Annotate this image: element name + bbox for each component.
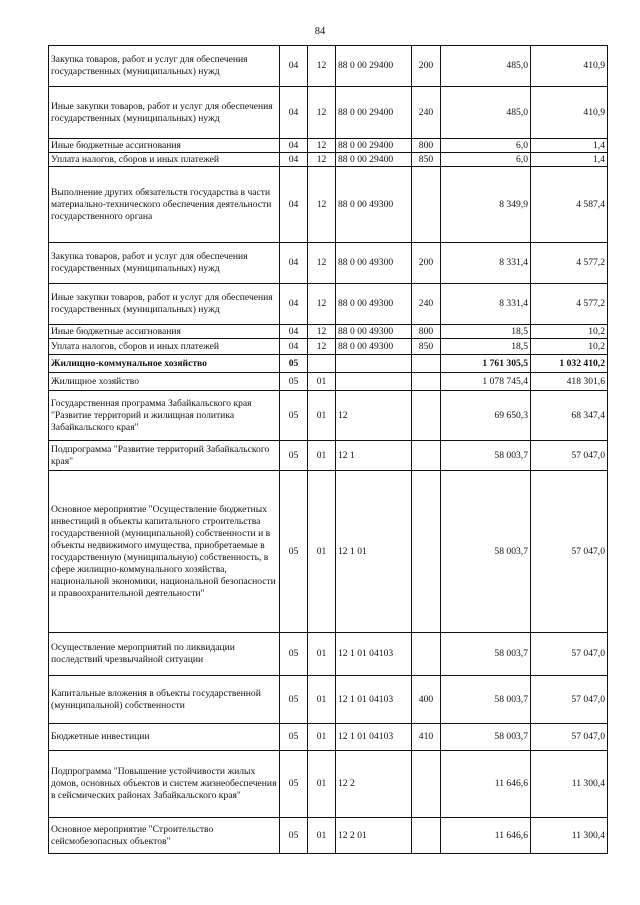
row-subsection: 01 [308,751,336,818]
row-target-article: 12 1 01 04103 [336,676,412,724]
row-section: 05 [280,676,308,724]
table-row [49,167,608,243]
row-value-actual: 4 577,2 [531,243,608,284]
row-value-actual: 11 300,4 [531,818,608,854]
row-expense-type: 410 [412,724,441,751]
row-value-planned: 18,5 [441,339,531,355]
table-row [49,339,608,355]
row-expense-type: 800 [412,139,441,153]
row-value-actual: 410,9 [531,46,608,87]
row-section: 04 [280,167,308,243]
row-target-article: 88 0 00 29400 [336,46,412,87]
row-subsection: 12 [308,325,336,339]
table-row [49,46,608,87]
row-expense-type [412,441,441,471]
row-subsection: 12 [308,243,336,284]
row-target-article: 12 1 01 04103 [336,633,412,676]
table-row [49,355,608,373]
table-row [49,243,608,284]
row-name: Жилищное хозяйство [49,373,280,391]
row-subsection: 01 [308,471,336,633]
row-expense-type: 240 [412,87,441,139]
row-expense-type [412,633,441,676]
row-target-article: 88 0 00 49300 [336,325,412,339]
row-subsection: 12 [308,167,336,243]
row-value-actual: 10,2 [531,339,608,355]
row-section: 04 [280,284,308,325]
table-row [49,633,608,676]
row-name: Жилищно-коммунальное хозяйство [49,355,280,373]
row-subsection: 12 [308,339,336,355]
row-value-actual: 10,2 [531,325,608,339]
table-row [49,471,608,633]
row-target-article: 88 0 00 29400 [336,139,412,153]
row-subsection: 12 [308,46,336,87]
row-subsection [308,355,336,373]
row-section: 05 [280,373,308,391]
row-name: Иные бюджетные ассигнования [49,139,280,153]
row-target-article [336,373,412,391]
row-section: 05 [280,471,308,633]
row-value-planned: 58 003,7 [441,441,531,471]
row-expense-type: 200 [412,243,441,284]
row-target-article: 88 0 00 49300 [336,167,412,243]
row-target-article: 88 0 00 29400 [336,153,412,167]
table-row [49,441,608,471]
row-value-planned: 58 003,7 [441,724,531,751]
row-subsection: 01 [308,441,336,471]
table-row [49,153,608,167]
row-value-planned: 6,0 [441,153,531,167]
row-section: 05 [280,751,308,818]
table-row [49,284,608,325]
row-target-article: 88 0 00 49300 [336,243,412,284]
row-value-actual: 57 047,0 [531,441,608,471]
row-section: 04 [280,243,308,284]
row-subsection: 01 [308,373,336,391]
row-expense-type: 850 [412,339,441,355]
row-subsection: 12 [308,153,336,167]
row-value-actual: 1 032 410,2 [531,355,608,373]
row-value-planned: 18,5 [441,325,531,339]
row-expense-type: 800 [412,325,441,339]
row-expense-type [412,391,441,441]
row-value-planned: 485,0 [441,46,531,87]
row-subsection: 01 [308,676,336,724]
row-name: Уплата налогов, сборов и иных платежей [49,153,280,167]
row-target-article: 12 2 01 [336,818,412,854]
row-expense-type [412,751,441,818]
row-value-planned: 58 003,7 [441,471,531,633]
row-value-planned: 6,0 [441,139,531,153]
row-section: 04 [280,325,308,339]
row-value-planned: 485,0 [441,87,531,139]
row-value-actual: 57 047,0 [531,471,608,633]
row-name: Закупка товаров, работ и услуг для обеспечения государственных (муниципальных) нужд [49,243,280,284]
row-subsection: 01 [308,724,336,751]
row-expense-type [412,355,441,373]
row-name: Осуществление мероприятий по ликвидации последствий чрезвычайной ситуации [49,633,280,676]
row-subsection: 01 [308,818,336,854]
row-value-planned: 1 761 305,5 [441,355,531,373]
row-value-actual: 4 577,2 [531,284,608,325]
row-name: Государственная программа Забайкальского края "Развитие территорий и жилищная политика Забайкальского края" [49,391,280,441]
row-expense-type: 200 [412,46,441,87]
row-value-planned: 69 650,3 [441,391,531,441]
row-value-planned: 8 349,9 [441,167,531,243]
row-section: 04 [280,153,308,167]
row-expense-type: 400 [412,676,441,724]
row-name: Иные бюджетные ассигнования [49,325,280,339]
row-target-article: 88 0 00 49300 [336,284,412,325]
row-section: 04 [280,46,308,87]
row-name: Основное мероприятие "Строительство сейсмобезопасных объектов" [49,818,280,854]
row-subsection: 12 [308,87,336,139]
row-subsection: 01 [308,391,336,441]
table-row [49,87,608,139]
row-target-article: 12 1 01 [336,471,412,633]
row-expense-type [412,818,441,854]
row-name: Основное мероприятие "Осуществление бюджетных инвестиций в объекты капитального строительства государственной (муниципальной) собственности и в объекты недвижимого имущества, приобретаемые в государственную (муниципальную) собственность, в сфере жилищно-коммунального хозяйства, национальной экономики, национальной безопасности и правоохранительной деятельности" [49,471,280,633]
table-row [49,751,608,818]
row-target-article: 12 [336,391,412,441]
row-value-planned: 58 003,7 [441,676,531,724]
row-section: 05 [280,391,308,441]
row-name: Иные закупки товаров, работ и услуг для обеспечения государственных (муниципальных) нужд [49,87,280,139]
row-value-planned: 11 646,6 [441,818,531,854]
row-name: Подпрограмма "Развитие территорий Забайкальского края" [49,441,280,471]
row-value-planned: 58 003,7 [441,633,531,676]
row-subsection: 01 [308,633,336,676]
row-name: Выполнение других обязательств государства в части материально-технического обеспечения деятельности государственного органа [49,167,280,243]
row-section: 04 [280,87,308,139]
table-row [49,139,608,153]
row-name: Подпрограмма "Повышение устойчивости жилых домов, основных объектов и систем жизнеобеспечения в сейсмических районах Забайкальского края" [49,751,280,818]
row-section: 05 [280,818,308,854]
row-name: Иные закупки товаров, работ и услуг для обеспечения государственных (муниципальных) нужд [49,284,280,325]
row-expense-type [412,167,441,243]
row-target-article: 88 0 00 29400 [336,87,412,139]
row-name: Уплата налогов, сборов и иных платежей [49,339,280,355]
table-row [49,818,608,854]
row-value-actual: 11 300,4 [531,751,608,818]
row-value-actual: 57 047,0 [531,724,608,751]
row-section: 04 [280,139,308,153]
row-section: 05 [280,355,308,373]
row-expense-type: 850 [412,153,441,167]
row-target-article [336,355,412,373]
row-subsection: 12 [308,139,336,153]
row-value-actual: 1,4 [531,153,608,167]
row-name: Закупка товаров, работ и услуг для обеспечения государственных (муниципальных) нужд [49,46,280,87]
row-section: 05 [280,724,308,751]
row-value-actual: 57 047,0 [531,633,608,676]
table-row [49,325,608,339]
row-section: 04 [280,339,308,355]
row-value-actual: 68 347,4 [531,391,608,441]
row-value-planned: 1 078 745,4 [441,373,531,391]
row-value-actual: 410,9 [531,87,608,139]
row-value-actual: 57 047,0 [531,676,608,724]
row-expense-type [412,471,441,633]
row-section: 05 [280,441,308,471]
row-value-planned: 8 331,4 [441,284,531,325]
row-target-article: 12 1 [336,441,412,471]
row-name: Бюджетные инвестиции [49,724,280,751]
table-row [49,724,608,751]
row-subsection: 12 [308,284,336,325]
row-value-planned: 11 646,6 [441,751,531,818]
table-row [49,373,608,391]
row-section: 05 [280,633,308,676]
row-expense-type [412,373,441,391]
row-value-actual: 4 587,4 [531,167,608,243]
row-value-planned: 8 331,4 [441,243,531,284]
budget-table [48,45,608,854]
row-expense-type: 240 [412,284,441,325]
table-row [49,676,608,724]
row-value-actual: 418 301,6 [531,373,608,391]
row-value-actual: 1,4 [531,139,608,153]
table-row [49,391,608,441]
row-target-article: 88 0 00 49300 [336,339,412,355]
page-number: 84 [314,26,326,37]
row-name: Капитальные вложения в объекты государственной (муниципальной) собственности [49,676,280,724]
row-target-article: 12 2 [336,751,412,818]
row-target-article: 12 1 01 04103 [336,724,412,751]
